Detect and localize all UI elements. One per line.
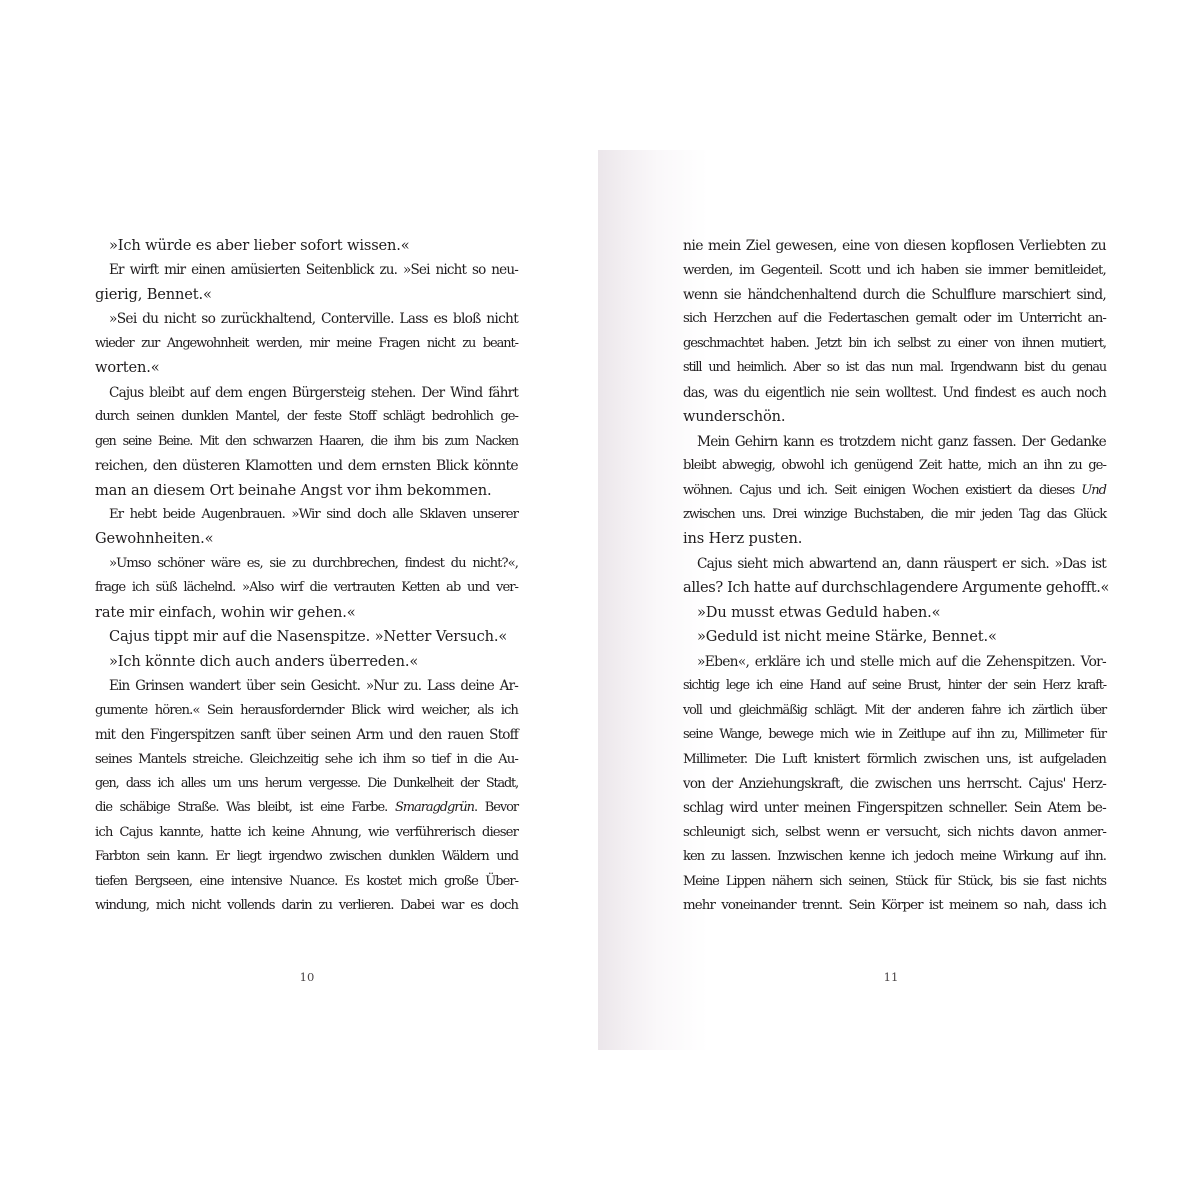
text-line: Gewohnheiten.« bbox=[95, 530, 214, 548]
text-line: Millimeter. Die Luft knistert förmlich zwischen uns, ist aufgeladen bbox=[683, 751, 1106, 767]
text-line: nie mein Ziel gewesen, eine von diesen kopflosen Verliebten zu bbox=[683, 238, 1106, 254]
text-line: Cajus tippt mir auf die Nasenspitze. »Netter Versuch.« bbox=[109, 628, 508, 646]
text-line: Er hebt beide Augenbrauen. »Wir sind doch alle Sklaven unserer bbox=[109, 506, 518, 522]
text-line: rate mir einfach, wohin wir gehen.« bbox=[95, 603, 356, 621]
text-line: gumente hören.« Sein herausfordernder Blick wird weicher, als ich bbox=[95, 702, 518, 718]
text-line: das, was du eigentlich nie sein wolltest. Und findest es auch noch bbox=[683, 384, 1106, 401]
text-line: durch seinen dunklen Mantel, der feste Stoff schlägt bedrohlich ge- bbox=[95, 409, 518, 425]
text-line: »Ich könnte dich auch anders überreden.« bbox=[109, 652, 419, 670]
text-line: schlag wird unter meinen Fingerspitzen schneller. Sein Atem be- bbox=[683, 800, 1106, 817]
text-line: »Ich würde es aber lieber sofort wissen.« bbox=[109, 237, 410, 254]
text-line: gen seine Beine. Mit den schwarzen Haaren, die ihm bis zum Nacken bbox=[95, 433, 518, 449]
text-line: Cajus bleibt auf dem engen Bürgersteig stehen. Der Wind fährt bbox=[109, 384, 518, 401]
left-page-text bbox=[95, 234, 518, 919]
text-line: Farbton sein kann. Er liegt irgendwo zwischen dunklen Wäldern und bbox=[95, 849, 518, 865]
text-line: bleibt abwegig, obwohl ich genügend Zeit hatte, mich an ihn zu ge- bbox=[683, 458, 1106, 474]
text-line: wenn sie händchenhaltend durch die Schulflure marschiert sind, bbox=[683, 286, 1106, 303]
text-line: still und heimlich. Aber so ist das nun mal. Irgendwann bist du genau bbox=[683, 360, 1106, 376]
text-line: ken zu lassen. Inzwischen kenne ich jedoch meine Wirkung auf ihn. bbox=[683, 849, 1106, 865]
text-line: wunderschön. bbox=[683, 408, 786, 426]
text-line: frage ich süß lächelnd. »Also wirf die vertrauten Ketten ab und ver- bbox=[95, 580, 518, 596]
text-line: ins Herz pusten. bbox=[683, 530, 803, 548]
text-line: geschmachtet haben. Jetzt bin ich selbst zu einer von ihnen mutiert, bbox=[683, 335, 1106, 351]
text-line: von der Anziehungskraft, die zwischen uns herrscht. Cajus' Herz- bbox=[683, 775, 1106, 792]
text-line: Meine Lippen nähern sich seinen, Stück für Stück, bis sie fast nichts bbox=[683, 873, 1106, 889]
text-line: seine Wange, bewege mich wie in Zeitlupe auf ihn zu, Millimeter für bbox=[683, 727, 1106, 743]
book-spread bbox=[0, 150, 1200, 1050]
text-line: sich Herzchen auf die Federtaschen gemalt oder im Unterricht an- bbox=[683, 311, 1106, 327]
text-line: man an diesem Ort beinahe Angst vor ihm bekommen. bbox=[95, 481, 492, 499]
text-line: seines Mantels streiche. Gleichzeitig sehe ich ihm so tief in die Au- bbox=[95, 751, 518, 767]
text-line: gierig, Bennet.« bbox=[95, 285, 212, 303]
text-line: mehr voneinander trennt. Sein Körper ist meinem so nah, dass ich bbox=[683, 898, 1106, 914]
text-line: Ein Grinsen wandert über sein Gesicht. »Nur zu. Lass deine Ar- bbox=[109, 678, 518, 695]
text-line: windung, mich nicht vollends darin zu verlieren. Dabei war es doch bbox=[95, 898, 518, 914]
text-line: zwischen uns. Drei winzige Buchstaben, die mir jeden Tag das Glück bbox=[683, 506, 1106, 522]
text-line: schleunigt sich, selbst wenn er versucht, sich nichts davon anmer- bbox=[683, 824, 1106, 840]
text-line: sichtig lege ich eine Hand auf seine Brust, hinter der sein Herz kraft- bbox=[683, 678, 1106, 694]
left-page bbox=[0, 150, 600, 1050]
text-line: ich Cajus kannte, hatte ich keine Ahnung, wie verführerisch dieser bbox=[95, 824, 518, 840]
text-line: »Umso schöner wäre es, sie zu durchbrechen, findest du nicht?«, bbox=[109, 555, 518, 571]
text-line: Mein Gehirn kann es trotzdem nicht ganz fassen. Der Gedanke bbox=[697, 433, 1106, 450]
text-line: wöhnen. Cajus und ich. Seit einigen Wochen existiert da dieses Und bbox=[683, 482, 1106, 498]
text-line: reichen, den düsteren Klamotten und dem ernsten Blick könnte bbox=[95, 458, 518, 475]
text-line: wieder zur Angewohnheit werden, mir meine Fragen nicht zu beant- bbox=[95, 335, 518, 351]
right-page-text bbox=[683, 234, 1110, 919]
text-line: »Sei du nicht so zurückhaltend, Conterville. Lass es bloß nicht bbox=[109, 311, 518, 328]
left-page-number: 10 bbox=[299, 970, 315, 984]
text-line: Cajus sieht mich abwartend an, dann räuspert er sich. »Das ist bbox=[697, 555, 1106, 572]
right-page bbox=[598, 150, 1200, 1050]
text-line: »Du musst etwas Geduld haben.« bbox=[697, 603, 941, 621]
text-line: gen, dass ich alles um uns herum vergesse. Die Dunkelheit der Stadt, bbox=[95, 775, 518, 791]
text-line: »Eben«, erkläre ich und stelle mich auf die Zehenspitzen. Vor- bbox=[697, 653, 1106, 670]
text-line: Er wirft mir einen amüsierten Seitenblick zu. »Sei nicht so neu- bbox=[109, 262, 518, 279]
text-line: tiefen Bergseen, eine intensive Nuance. Es kostet mich große Über- bbox=[95, 873, 518, 889]
text-line: worten.« bbox=[95, 359, 160, 377]
text-line: alles? Ich hatte auf durchschlagendere Argumente gehofft.« bbox=[683, 579, 1110, 597]
text-line: werden, im Gegenteil. Scott und ich haben sie immer bemitleidet, bbox=[683, 262, 1106, 279]
text-line: »Geduld ist nicht meine Stärke, Bennet.« bbox=[697, 628, 997, 646]
right-page-number: 11 bbox=[883, 970, 899, 984]
text-line: die schäbige Straße. Was bleibt, ist eine Farbe. Smaragdgrün. Bevor bbox=[95, 800, 519, 816]
text-line: voll und gleichmäßig schlägt. Mit der anderen fahre ich zärtlich über bbox=[683, 702, 1106, 718]
text-line: mit den Fingerspitzen sanft über seinen Arm und den rauen Stoff bbox=[95, 727, 518, 744]
